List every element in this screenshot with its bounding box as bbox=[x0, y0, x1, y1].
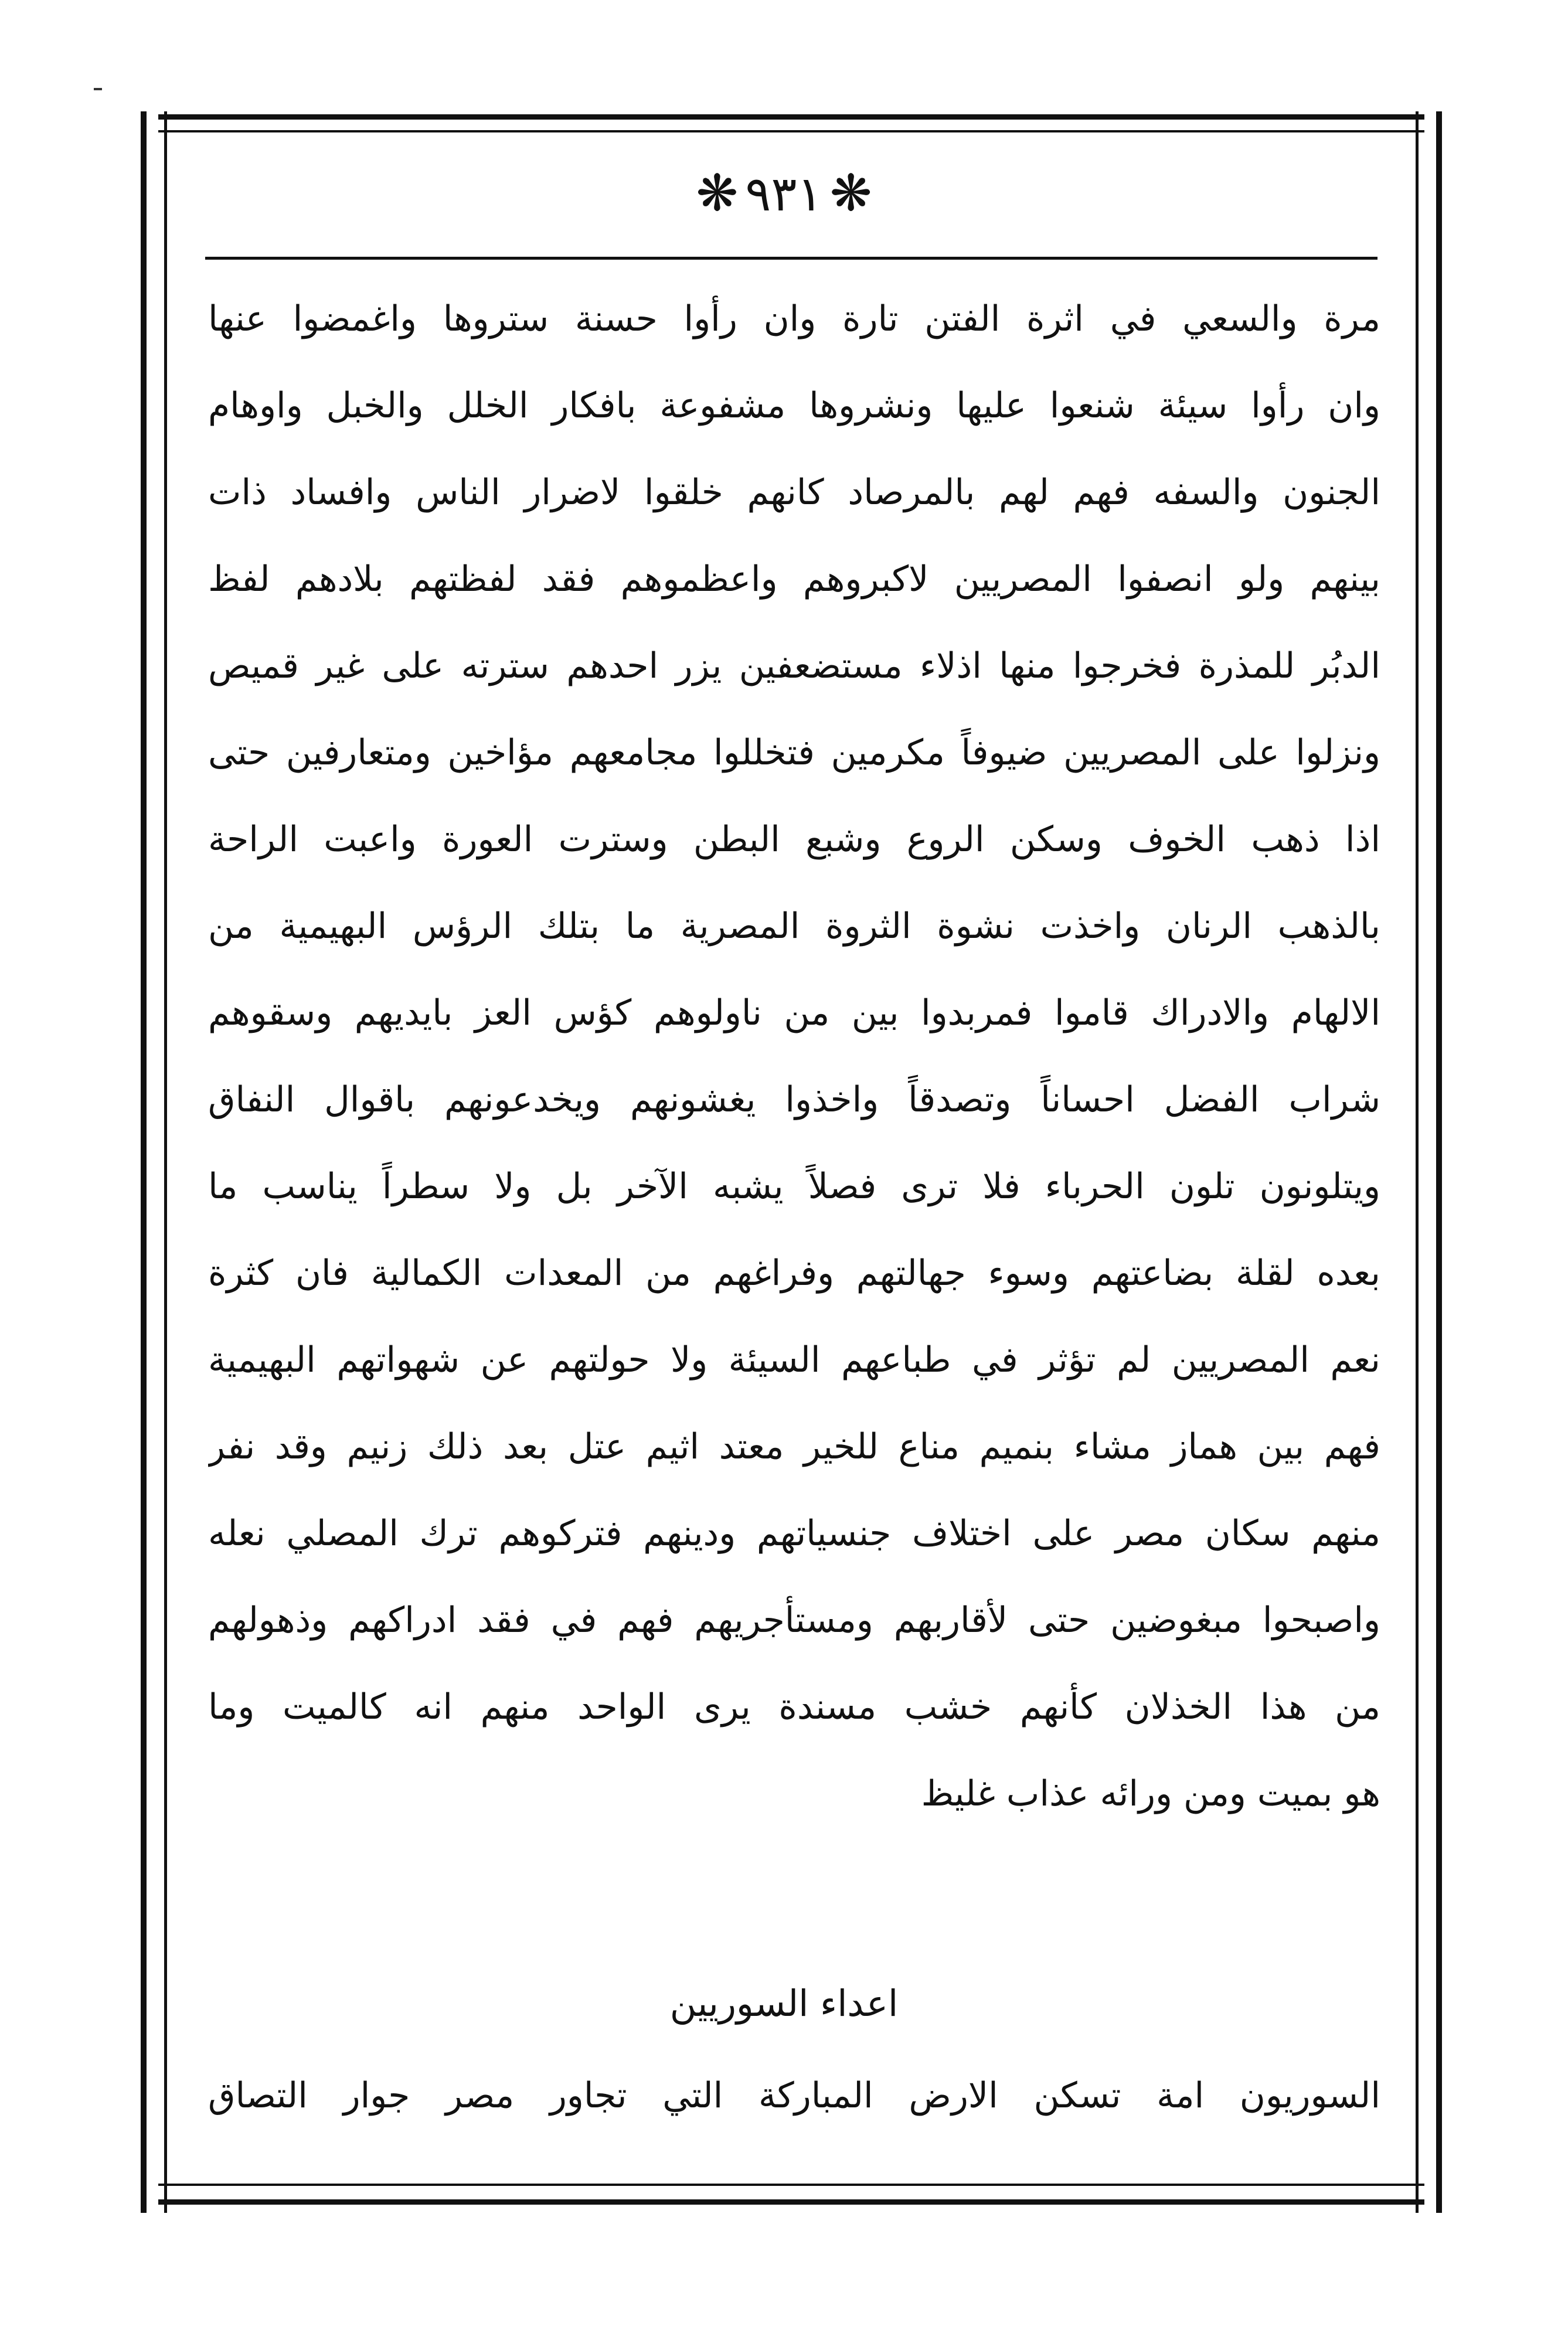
ornament-left-icon: ❋ bbox=[696, 164, 739, 223]
top-border-thin bbox=[158, 130, 1424, 132]
body-text bbox=[208, 276, 1380, 1837]
header-divider bbox=[205, 257, 1377, 260]
page-number: ٩٣١ bbox=[745, 166, 823, 222]
text-line: ونزلوا على المصريين ضيوفاً مكرمين فتخللوا مجامعهم مؤاخين ومتعارفين حتى bbox=[208, 732, 1380, 773]
text-line: فهم بين هماز مشاء بنميم مناع للخير معتد اثيم عتل بعد ذلك زنيم وقد نفر bbox=[208, 1426, 1380, 1467]
text-line: اذا ذهب الخوف وسكن الروع وشبع البطن وسترت العورة واعبت الراحة bbox=[208, 819, 1380, 860]
text-line: من هذا الخذلان كأنهم خشب مسندة يرى الواحد منهم انه كالميت وما bbox=[208, 1686, 1380, 1728]
bottom-border-thin bbox=[158, 2184, 1424, 2186]
section-first-line: السوريون امة تسكن الارض المباركة التي تجاور مصر جوار التصاق bbox=[208, 2075, 1380, 2116]
text-line: الجنون والسفه فهم لهم بالمرصاد كانهم خلقوا لاضرار الناس وافساد ذات bbox=[208, 472, 1380, 513]
section-heading: اعداء السوريين bbox=[669, 1982, 899, 2025]
text-line: بالذهب الرنان واخذت نشوة الثروة المصرية ما بتلك الرؤس البهيمية من bbox=[208, 906, 1380, 947]
text-line: مرة والسعي في اثرة الفتن تارة وان رأوا حسنة ستروها واغمضوا عنها bbox=[208, 298, 1380, 339]
bottom-border-thick bbox=[158, 2199, 1424, 2205]
text-line: الالهام والادراك قاموا فمربدوا بين من ناولوهم كؤس العز بايديهم وسقوهم bbox=[208, 992, 1380, 1033]
text-line: بينهم ولو انصفوا المصريين لاكبروهم واعظموهم فقد لفظتهم بلادهم لفظ bbox=[208, 559, 1380, 600]
stray-mark bbox=[94, 88, 102, 90]
text-line: واصبحوا مبغوضين حتى لأقاربهم ومستأجريهم فهم في فقد ادراكهم وذهولهم bbox=[208, 1600, 1380, 1641]
ornament-right-icon: ❋ bbox=[829, 164, 872, 223]
text-line: بعده لقلة بضاعتهم وسوء جهالتهم وفراغهم من المعدات الكمالية فان كثرة bbox=[208, 1253, 1380, 1294]
top-border-thick bbox=[158, 114, 1424, 120]
text-line: شراب الفضل احساناً وتصدقاً واخذوا يغشونهم ويخدعونهم باقوال النفاق bbox=[208, 1079, 1380, 1120]
text-line: الدبُر للمذرة فخرجوا منها اذلاء مستضعفين يزر احدهم سترته على غير قميص bbox=[208, 645, 1380, 686]
text-line: نعم المصريين لم تؤثر في طباعهم السيئة ولا حولتهم عن شهواتهم البهيمية bbox=[208, 1339, 1380, 1380]
text-line: ويتلونون تلون الحرباء فلا ترى فصلاً يشبه الآخر بل ولا سطراً يناسب ما bbox=[208, 1166, 1380, 1207]
text-line: هو بميت ومن ورائه عذاب غليظ bbox=[921, 1773, 1380, 1814]
text-line: منهم سكان مصر على اختلاف جنسياتهم ودينهم فتركوهم ترك المصلي نعله bbox=[208, 1513, 1380, 1554]
page-header bbox=[0, 158, 1568, 230]
text-line: وان رأوا سيئة شنعوا عليها ونشروها مشفوعة بافكار الخلل والخبل واوهام bbox=[208, 385, 1380, 426]
